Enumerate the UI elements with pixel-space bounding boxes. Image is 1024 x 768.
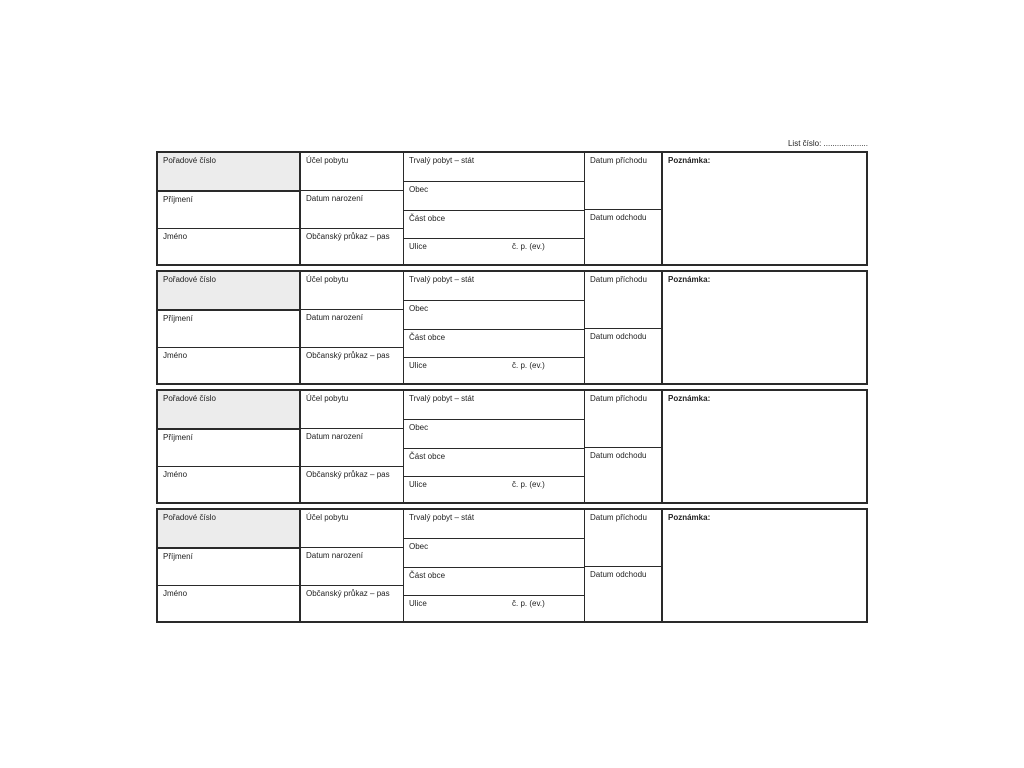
first-name-field[interactable]: Jméno bbox=[163, 589, 188, 598]
first-name-field[interactable]: Jméno bbox=[163, 470, 188, 479]
permanent-residence-state-field[interactable]: Trvalý pobyt – stát bbox=[409, 275, 475, 284]
birth-date-field[interactable]: Datum narození bbox=[306, 313, 363, 322]
departure-date-field[interactable]: Datum odchodu bbox=[590, 570, 647, 579]
purpose-of-stay-field[interactable]: Účel pobytu bbox=[306, 513, 349, 522]
id-card-passport-field[interactable]: Občanský průkaz – pas bbox=[306, 351, 390, 360]
municipality-field[interactable]: Obec bbox=[409, 185, 429, 194]
street-field[interactable] bbox=[404, 596, 584, 623]
municipality-part-field[interactable]: Část obce bbox=[409, 571, 446, 580]
municipality-field[interactable]: Obec bbox=[409, 542, 429, 551]
house-number-label: č. p. (ev.) bbox=[512, 480, 545, 489]
order-number-field[interactable]: Pořadové číslo bbox=[158, 272, 299, 309]
first-name-field[interactable]: Jméno bbox=[163, 351, 188, 360]
permanent-residence-state-field[interactable]: Trvalý pobyt – stát bbox=[409, 156, 475, 165]
id-card-passport-field[interactable]: Občanský průkaz – pas bbox=[306, 470, 390, 479]
street-field[interactable] bbox=[404, 477, 584, 504]
id-card-passport-field[interactable]: Občanský průkaz – pas bbox=[306, 232, 390, 241]
municipality-part-field[interactable]: Část obce bbox=[409, 214, 446, 223]
order-number-field[interactable]: Pořadové číslo bbox=[158, 153, 299, 190]
birth-date-field[interactable]: Datum narození bbox=[306, 194, 363, 203]
registration-record bbox=[156, 389, 868, 504]
first-name-field[interactable]: Jméno bbox=[163, 232, 188, 241]
order-number-field[interactable]: Pořadové číslo bbox=[158, 510, 299, 547]
municipality-part-field[interactable]: Část obce bbox=[409, 333, 446, 342]
surname-field[interactable]: Příjmení bbox=[163, 314, 193, 323]
registration-record bbox=[156, 508, 868, 623]
street-label: Ulice bbox=[409, 480, 427, 489]
arrival-date-field[interactable]: Datum příchodu bbox=[590, 156, 647, 165]
municipality-part-field[interactable]: Část obce bbox=[409, 452, 446, 461]
municipality-field[interactable]: Obec bbox=[409, 423, 429, 432]
id-card-passport-field[interactable]: Občanský průkaz – pas bbox=[306, 589, 390, 598]
departure-date-field[interactable]: Datum odchodu bbox=[590, 332, 647, 341]
surname-field[interactable]: Příjmení bbox=[163, 195, 193, 204]
note-field[interactable]: Poznámka: bbox=[668, 156, 711, 165]
arrival-date-field[interactable]: Datum příchodu bbox=[590, 275, 647, 284]
registration-record bbox=[156, 270, 868, 385]
street-field[interactable] bbox=[404, 239, 584, 266]
house-number-label: č. p. (ev.) bbox=[512, 242, 545, 251]
municipality-field[interactable]: Obec bbox=[409, 304, 429, 313]
street-field[interactable] bbox=[404, 358, 584, 385]
note-field[interactable]: Poznámka: bbox=[668, 275, 711, 284]
purpose-of-stay-field[interactable]: Účel pobytu bbox=[306, 275, 349, 284]
birth-date-field[interactable]: Datum narození bbox=[306, 432, 363, 441]
purpose-of-stay-field[interactable]: Účel pobytu bbox=[306, 156, 349, 165]
house-number-label: č. p. (ev.) bbox=[512, 599, 545, 608]
street-label: Ulice bbox=[409, 599, 427, 608]
permanent-residence-state-field[interactable]: Trvalý pobyt – stát bbox=[409, 513, 475, 522]
street-label: Ulice bbox=[409, 361, 427, 370]
surname-field[interactable]: Příjmení bbox=[163, 552, 193, 561]
note-field[interactable]: Poznámka: bbox=[668, 394, 711, 403]
purpose-of-stay-field[interactable]: Účel pobytu bbox=[306, 394, 349, 403]
arrival-date-field[interactable]: Datum příchodu bbox=[590, 513, 647, 522]
birth-date-field[interactable]: Datum narození bbox=[306, 551, 363, 560]
departure-date-field[interactable]: Datum odchodu bbox=[590, 213, 647, 222]
house-number-label: č. p. (ev.) bbox=[512, 361, 545, 370]
sheet-number: List číslo: .................... bbox=[787, 139, 868, 148]
permanent-residence-state-field[interactable]: Trvalý pobyt – stát bbox=[409, 394, 475, 403]
arrival-date-field[interactable]: Datum příchodu bbox=[590, 394, 647, 403]
note-field[interactable]: Poznámka: bbox=[668, 513, 711, 522]
registration-record bbox=[156, 151, 868, 266]
street-label: Ulice bbox=[409, 242, 427, 251]
surname-field[interactable]: Příjmení bbox=[163, 433, 193, 442]
order-number-field[interactable]: Pořadové číslo bbox=[158, 391, 299, 428]
departure-date-field[interactable]: Datum odchodu bbox=[590, 451, 647, 460]
